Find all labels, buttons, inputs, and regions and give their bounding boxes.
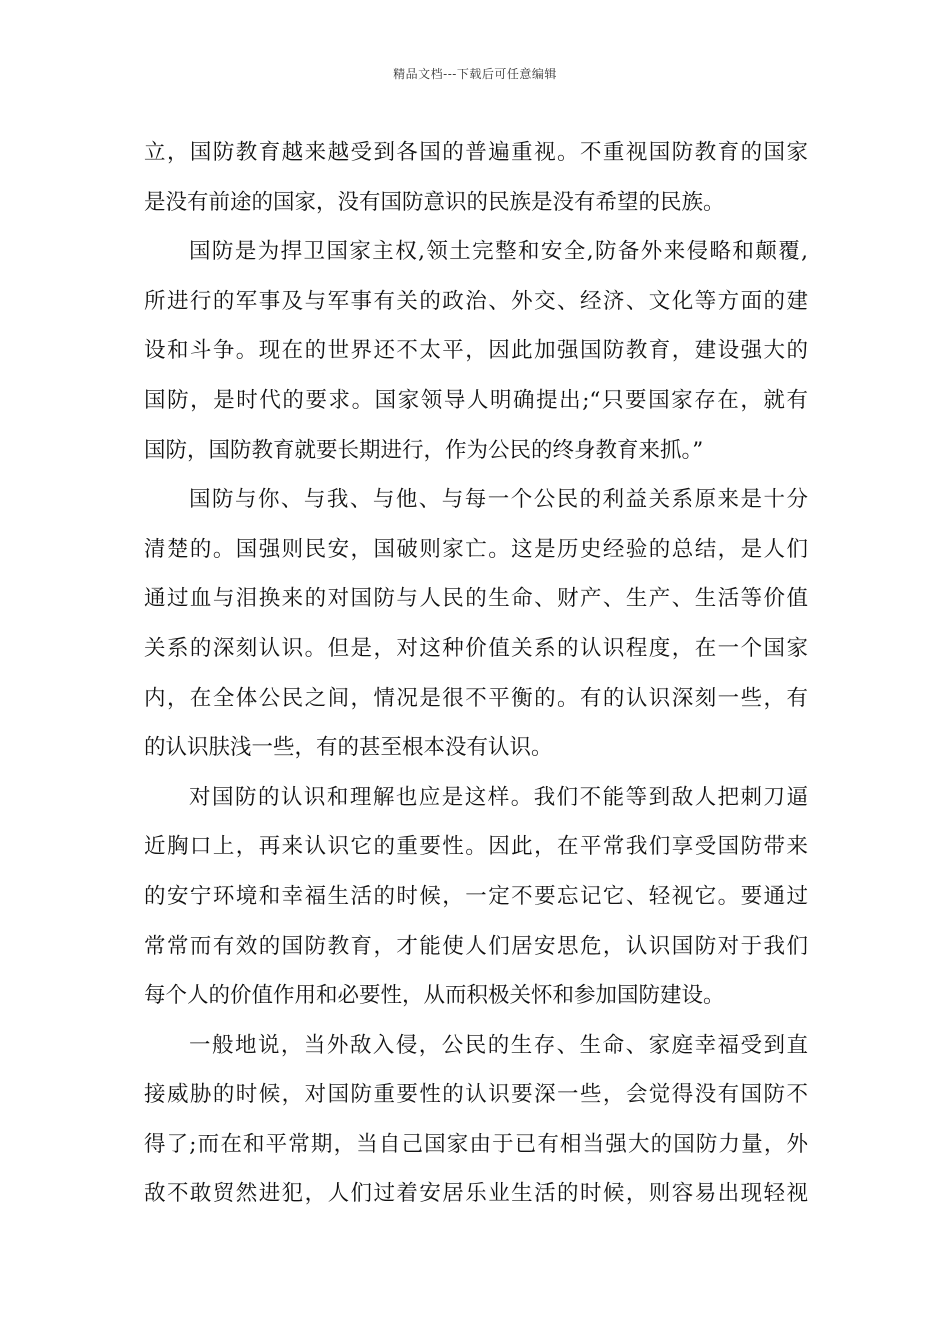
text-line: 国防与你、与我、与他、与每一个公民的利益关系原来是十分 (189, 487, 808, 513)
text-line: 对国防的认识和理解也应是这样。我们不能等到敌人把刺刀逼 (189, 784, 808, 810)
text-line: 得了;而在和平常期，当自己国家由于已有相当强大的国防力量，外 (144, 1131, 808, 1157)
text-line: 关系的深刻认识。但是，对这种价值关系的认识程度，在一个国家 (144, 635, 808, 661)
text-line: 立，国防教育越来越受到各国的普遍重视。不重视国防教育的国家 (144, 140, 808, 165)
text-line: 的安宁环境和幸福生活的时候，一定不要忘记它、轻视它。要通过 (144, 883, 808, 909)
document-body (144, 128, 808, 1219)
text-line: 的认识肤浅一些，有的甚至根本没有认识。 (144, 735, 553, 761)
text-line: 国防，国防教育就要长期进行，作为公民的终身教育来抓。” (144, 437, 704, 463)
text-line: 所进行的军事及与军事有关的政治、外交、经济、文化等方面的建 (144, 288, 808, 314)
page-header: 精品文档---下载后可任意编辑 (393, 67, 557, 81)
text-line: 国防是为捍卫国家主权,领土完整和安全,防备外来侵略和颠覆, (189, 239, 808, 265)
text-line: 敌不敢贸然进犯，人们过着安居乐业生活的时候，则容易出现轻视 (144, 1181, 808, 1207)
text-line: 每个人的价值作用和必要性，从而积极关怀和参加国防建设。 (144, 983, 725, 1009)
text-line: 国防，是时代的要求。国家领导人明确提出;“只要国家存在，就有 (144, 387, 808, 413)
text-line: 设和斗争。现在的世界还不太平，因此加强国防教育，建设强大的 (144, 338, 808, 364)
paragraph-3 (144, 475, 808, 773)
text-line: 接威胁的时候，对国防重要性的认识要深一些，会觉得没有国防不 (144, 1082, 808, 1108)
text-line: 内，在全体公民之间，情况是很不平衡的。有的认识深刻一些，有 (144, 685, 808, 711)
text-line: 通过血与泪换来的对国防与人民的生命、财产、生产、生活等价值 (144, 586, 808, 612)
text-line: 常常而有效的国防教育，才能使人们居安思危，认识国防对于我们 (144, 933, 808, 959)
text-line: 近胸口上，再来认识它的重要性。因此，在平常我们享受国防带来 (144, 834, 808, 860)
text-line: 清楚的。国强则民安，国破则家亡。这是历史经验的总结，是人们 (144, 536, 808, 562)
text-line: 是没有前途的国家，没有国防意识的民族是没有希望的民族。 (144, 189, 725, 215)
text-line: 一般地说，当外敌入侵，公民的生存、生命、家庭幸福受到直 (189, 1032, 808, 1058)
paragraph-4 (144, 773, 808, 1021)
paragraph-1 (144, 128, 808, 227)
paragraph-5 (144, 1021, 808, 1219)
paragraph-2 (144, 227, 808, 475)
